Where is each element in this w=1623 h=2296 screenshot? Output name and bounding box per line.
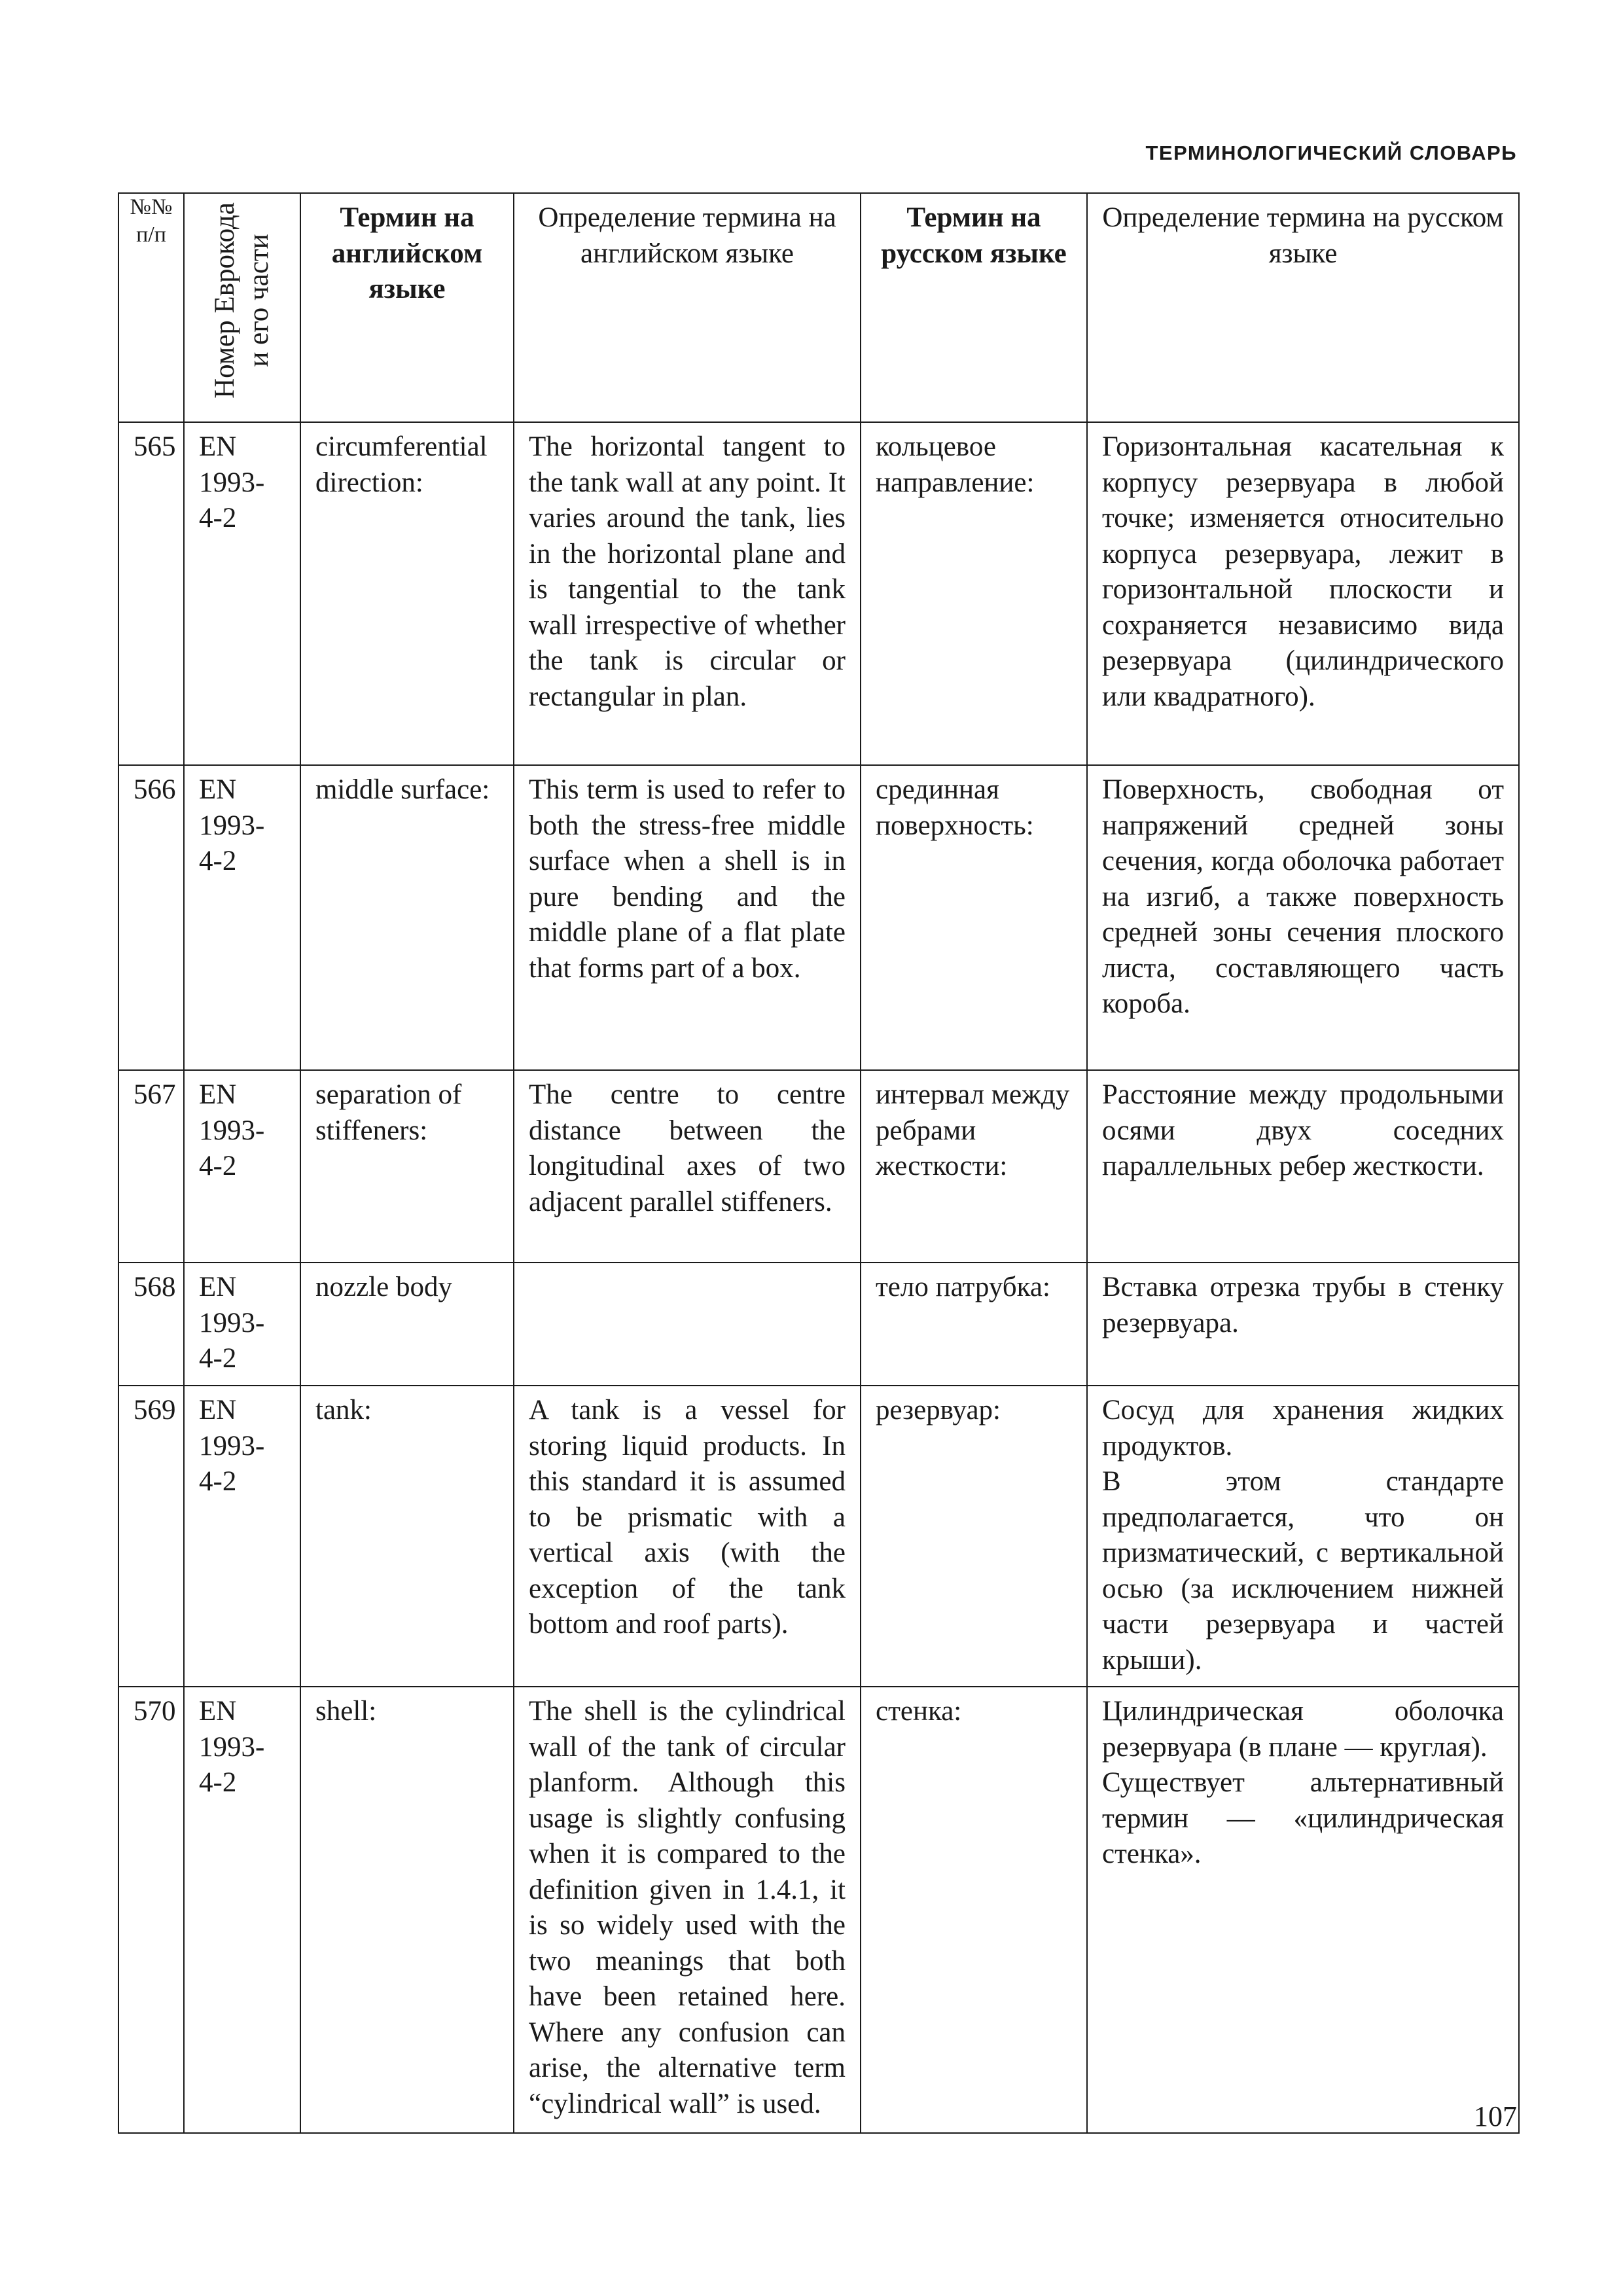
running-title: ТЕРМИНОЛОГИЧЕСКИЙ СЛОВАРЬ [1145,141,1517,164]
russian-definition-paragraph: Существует альтернативный термин — «цилиндрическая стенка». [1102,1767,1504,1869]
english-term: tank: [300,1386,514,1687]
entry-number: 568 [118,1263,184,1386]
russian-term: резервуар: [861,1386,1087,1687]
russian-definition-paragraph: Расстояние между продольными осями двух соседних параллельных ребер жесткости. [1102,1079,1504,1181]
eurocode-ref [184,1070,300,1263]
entry-number: 566 [118,765,184,1070]
entry-number: 569 [118,1386,184,1687]
english-definition: This term is used to refer to both the stress-free middle surface when a shell is in pure bending and the middle plane of a flat plate that forms part of a box. [514,765,861,1070]
glossary-table [118,192,1520,2134]
header-en-term: Термин на английском языке [300,193,514,422]
eurocode-ref-line: EN [199,1272,237,1302]
english-definition: The horizontal tangent to the tank wall at any point. It varies around the tank, lies in the horizontal plane and is tangential to the tank wall irrespective of whether the tank is circular or rectangular in plan. [514,422,861,765]
header-en-def: Определение термина на английском языке [514,193,861,422]
russian-definition [1087,422,1519,765]
eurocode-ref-line: 1993- [199,1307,265,1338]
eurocode-ref-line: EN [199,1696,237,1727]
english-definition: The shell is the cylindrical wall of the tank of circular planform. Although this usage is slightly confusing when it is compared to the definition given in 1.4.1, it is so widely used with the two meanings that both have been retained here. Where any confusion can arise, the alternative term “cylindrical wall” is used. [514,1687,861,2133]
english-definition: A tank is a vessel for storing liquid products. In this standard it is assumed to be prismatic with a vertical axis (with the exception of the tank bottom and roof parts). [514,1386,861,1687]
eurocode-ref-line: 4-2 [199,846,237,876]
header-row [118,193,1519,422]
eurocode-ref-line: EN [199,774,237,805]
english-term: shell: [300,1687,514,2133]
russian-definition [1087,1687,1519,2133]
russian-definition-paragraph: Вставка отрезка трубы в стенку резервуара. [1102,1272,1504,1338]
eurocode-ref-line: 1993- [199,467,265,498]
russian-definition-paragraph: В этом стандарте предполагается, что он призматический, с вертикальной осью (за исключением нижней части резервуара и частей крыши). [1102,1466,1504,1676]
table-row [118,422,1519,765]
russian-definition [1087,1070,1519,1263]
header-code-label: Номер Еврокода и его части [209,202,274,399]
eurocode-ref [184,765,300,1070]
english-term: separation of stiffeners: [300,1070,514,1263]
russian-term: кольцевое направление: [861,422,1087,765]
russian-definition [1087,1263,1519,1386]
page-number: 107 [1474,2100,1517,2132]
eurocode-ref-line: 4-2 [199,1343,237,1374]
english-term: nozzle body [300,1263,514,1386]
eurocode-ref [184,1386,300,1687]
header-ru-term: Термин на русском языке [861,193,1087,422]
russian-definition-paragraph: Цилиндрическая оболочка резервуара (в плане — круглая). [1102,1696,1504,1763]
russian-definition [1087,1386,1519,1687]
eurocode-ref-line: 4-2 [199,1151,237,1181]
russian-definition-paragraph: Сосуд для хранения жидких продуктов. [1102,1395,1504,1462]
table-row [118,1687,1519,2133]
russian-term: срединная поверхность: [861,765,1087,1070]
eurocode-ref-line: EN [199,1395,237,1426]
eurocode-ref-line: 1993- [199,810,265,841]
entry-number: 565 [118,422,184,765]
english-term: circumferential direction: [300,422,514,765]
glossary-table-header [118,193,1519,422]
eurocode-ref [184,1263,300,1386]
entry-number: 570 [118,1687,184,2133]
eurocode-ref-line: 1993- [199,1430,265,1462]
table-row [118,1386,1519,1687]
eurocode-ref [184,422,300,765]
entry-number: 567 [118,1070,184,1263]
header-code [184,193,300,422]
russian-definition [1087,765,1519,1070]
table-row [118,1263,1519,1386]
eurocode-ref-line: 4-2 [199,503,237,533]
eurocode-ref-line: 1993- [199,1731,265,1763]
english-definition [514,1263,861,1386]
eurocode-ref-line: 4-2 [199,1466,237,1497]
english-definition: The centre to centre distance between the longitudinal axes of two adjacent parallel stiffeners. [514,1070,861,1263]
header-num: №№ п/п [118,193,184,422]
russian-term: интервал между ребрами жесткости: [861,1070,1087,1263]
glossary-table-body [118,422,1519,2133]
english-term: middle surface: [300,765,514,1070]
eurocode-ref-line: 4-2 [199,1767,237,1798]
eurocode-ref [184,1687,300,2133]
eurocode-ref-line: 1993- [199,1115,265,1146]
table-row [118,765,1519,1070]
russian-definition-paragraph: Горизонтальная касательная к корпусу резервуара в любой точке; изменяется относительно корпуса резервуара, лежит в горизонтальной плоскости и сохраняется независимо вида резервуара (цилиндрического или квадратного). [1102,431,1504,712]
eurocode-ref-line: EN [199,1079,237,1110]
eurocode-ref-line: EN [199,431,237,462]
russian-term: стенка: [861,1687,1087,2133]
russian-definition-paragraph: Поверхность, свободная от напряжений средней зоны сечения, когда оболочка работает на изгиб, а также поверхность средней зоны сечения плоского листа, составляющего часть короба. [1102,774,1504,1019]
table-row [118,1070,1519,1263]
header-ru-def: Определение термина на русском языке [1087,193,1519,422]
russian-term: тело патрубка: [861,1263,1087,1386]
